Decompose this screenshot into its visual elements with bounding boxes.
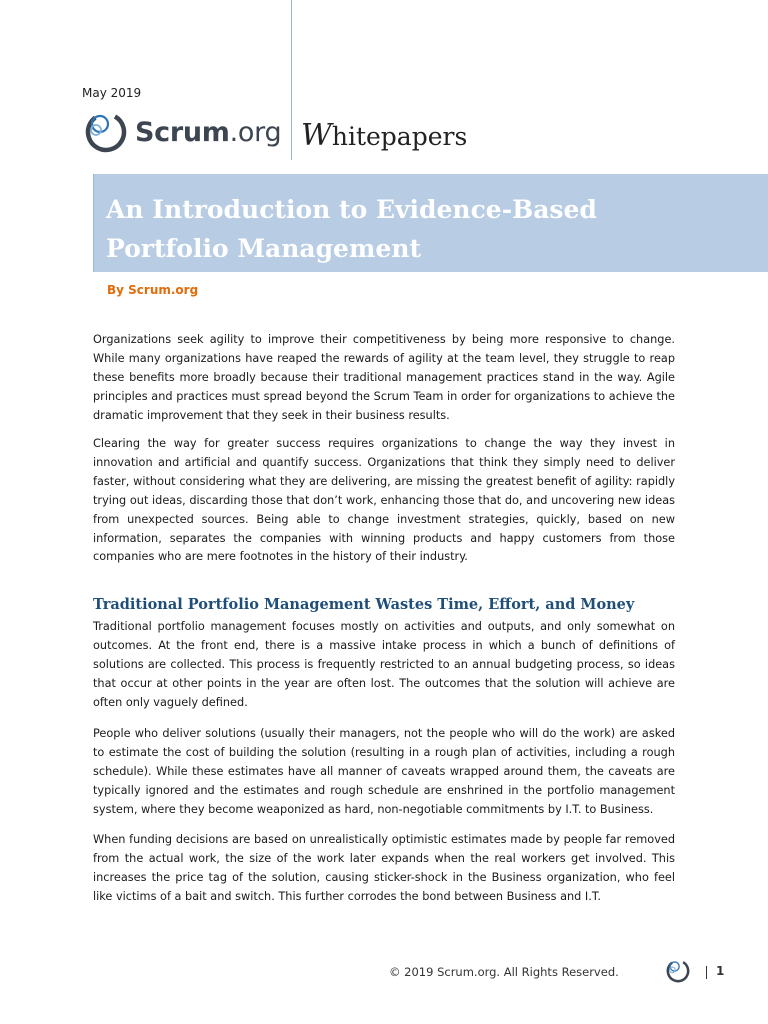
footer-logo-icon <box>665 958 691 984</box>
header-divider-line <box>291 0 292 160</box>
brand-wordmark-bold: Scrum <box>135 116 230 148</box>
body-paragraph-4: People who deliver solutions (usually their managers, not the people who will do the work) are asked to estimate the cost of building the solution (resulting in a rough plan of activities, including a rough schedule). While these estimates have all manner of caveats wrapped around them, the caveats are typically ignored and the estimates and rough schedule are enshrined in the portfolio management system, where they become weaponized as hard, non-negotiable commitments by I.T. to Business. <box>93 727 675 816</box>
publication-date: May 2019 <box>82 86 142 100</box>
footer-copyright: © 2019 Scrum.org. All Rights Reserved. <box>389 965 619 979</box>
body-paragraph-5: When funding decisions are based on unrealistically optimistic estimates made by people far removed from the actual work, the size of the work later expands when the real workers get involved. This increases the price tag of the solution, causing sticker-shock in the Business organization, who feel like victims of a bait and switch. This further corrodes the bond between Business and I.T. <box>93 833 675 903</box>
body-paragraph-2: Clearing the way for greater success requires organizations to change the way they invest in innovation and artificial and quantify success. Organizations that think they simply need to deliver faster, without considering what they are delivering, are missing the greatest benefit of agility: rapidly trying out ideas, discarding those that don’t work, enhancing those that do, and uncovering new ideas from unexpected sources. Being able to change investment strategies, quickly, based on new information, separates the companies with winning products and happy customers from those companies who are mere footnotes in the history of their industry. <box>93 437 675 564</box>
page-number: 1 <box>716 964 725 978</box>
series-title-rest: hitepapers <box>331 122 468 151</box>
document-title: An Introduction to Evidence-Based Portfolio Management <box>106 195 597 263</box>
section-heading: Traditional Portfolio Management Wastes Time, Effort, and Money <box>93 596 635 613</box>
scrum-org-logo <box>83 107 281 157</box>
byline: By Scrum.org <box>107 283 199 297</box>
brand-wordmark <box>135 117 281 148</box>
footer-separator <box>706 966 707 979</box>
body-paragraph-3: Traditional portfolio management focuses mostly on activities and outputs, and only somewhat on outcomes. At the front end, there is a massive intake process in which a bunch of definitions of solutions are collected. This process is frequently restricted to an annual budgeting process, so ideas that occur at other points in the year are often lost. The outcomes that the solution will achieve are often only vaguely defined. <box>93 620 675 709</box>
body-paragraph-1: Organizations seek agility to improve their competitiveness by being more responsive to change. While many organizations have reaped the rewards of agility at the team level, they struggle to reap these benefits more broadly because their traditional management practices stand in the way. Agile principles and practices must spread beyond the Scrum Team in order for organizations to achieve the dramatic improvement that they seek in their business results. <box>93 333 675 422</box>
series-title <box>301 118 467 153</box>
series-title-initial: W <box>301 118 332 153</box>
brand-wordmark-suffix: .org <box>229 116 282 148</box>
scrum-org-logo-icon <box>83 109 129 155</box>
